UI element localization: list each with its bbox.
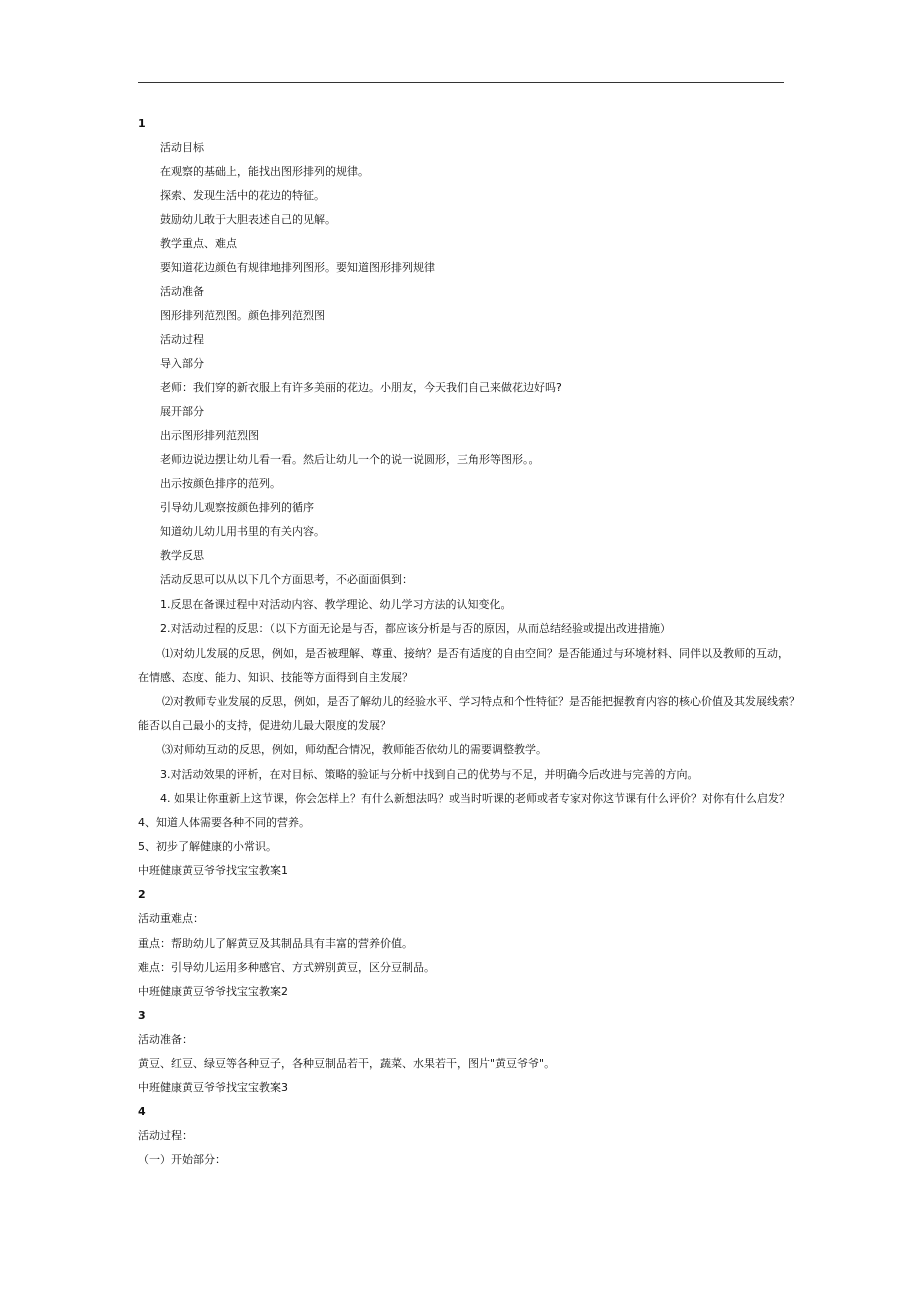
- text-line: ⑴对幼儿发展的反思，例如，是否被理解、尊重、接纳？是否有适度的自由空间？是否能通过与环境材料、同伴以及教师的互动，: [162, 647, 789, 660]
- section-number: 4: [138, 1105, 146, 1118]
- heading-preparation: 活动准备: [160, 285, 204, 298]
- text-line: 鼓励幼儿敢于大胆表述自己的见解。: [160, 213, 336, 226]
- heading-preparation: 活动准备：: [138, 1033, 193, 1046]
- section-number: 2: [138, 888, 146, 901]
- heading-activity-goals: 活动目标: [160, 141, 204, 154]
- text-line: 能否以自己最小的支持，促进幼儿最大限度的发展？: [138, 719, 391, 732]
- text-line: 2.对活动过程的反思：（以下方面无论是与否，都应该分析是与否的原因，从而总结经验或提出改进措施）: [160, 622, 671, 635]
- heading-process: 活动过程：: [138, 1129, 193, 1142]
- text-line: 难点：引导幼儿运用多种感官、方式辨别黄豆，区分豆制品。: [138, 961, 435, 974]
- section-number: 3: [138, 1009, 146, 1022]
- heading-focus: 活动重难点：: [138, 912, 204, 925]
- text-line: ⑵对教师专业发展的反思，例如，是否了解幼儿的经验水平、学习特点和个性特征？是否能把握教育内容的核心价值及其发展线索？: [162, 695, 800, 708]
- text-line: 出示按颜色排序的范列。: [160, 477, 281, 490]
- text-line: 黄豆、红豆、绿豆等各种豆子，各种豆制品若干，蔬菜、水果若干，图片"黄豆爷爷"。: [138, 1057, 556, 1070]
- text-line: 老师：我们穿的新衣服上有许多美丽的花边。小朋友，今天我们自己来做花边好吗?: [160, 381, 562, 394]
- text-line: （一）开始部分：: [138, 1153, 226, 1166]
- text-line: 探索、发现生活中的花边的特征。: [160, 189, 325, 202]
- heading-key-points: 教学重点、难点: [160, 237, 237, 250]
- heading-process: 活动过程: [160, 333, 204, 346]
- text-line: 活动反思可以从以下几个方面思考，不必面面俱到：: [160, 573, 413, 586]
- text-line: 图形排列范烈图。颜色排列范烈图: [160, 309, 325, 322]
- text-line: 在观察的基础上，能找出图形排列的规律。: [160, 165, 369, 178]
- text-line: 4、知道人体需要各种不同的营养。: [138, 816, 310, 829]
- header-rule: [138, 82, 784, 83]
- section-number: 1: [138, 117, 146, 130]
- heading-intro: 导入部分: [160, 357, 204, 370]
- text-line: 重点：帮助幼儿了解黄豆及其制品具有丰富的营养价值。: [138, 937, 413, 950]
- text-line: 知道幼儿幼儿用书里的有关内容。: [160, 525, 325, 538]
- text-line: 老师边说边摆让幼儿看一看。然后让幼儿一个的说一说圆形，三角形等图形。。: [160, 453, 540, 466]
- heading-development: 展开部分: [160, 405, 204, 418]
- heading-reflection: 教学反思: [160, 549, 204, 562]
- text-line: ⑶对师幼互动的反思，例如，师幼配合情况，教师能否依幼儿的需要调整教学。: [162, 743, 547, 756]
- text-line: 5、初步了解健康的小常识。: [138, 840, 277, 853]
- text-line: 出示图形排列范烈图: [160, 429, 259, 442]
- text-line: 3.对活动效果的评析，在对目标、策略的验证与分析中找到自己的优势与不足，并明确今后改进与完善的方向。: [160, 768, 699, 781]
- lesson-title: 中班健康黄豆爷爷找宝宝教案2: [138, 985, 288, 998]
- text-line: 要知道花边颜色有规律地排列图形。要知道图形排列规律: [160, 261, 435, 274]
- text-line: 4. 如果让你重新上这节课，你会怎样上？有什么新想法吗？或当时听课的老师或者专家对你这节课有什么评价？对你有什么启发？: [160, 792, 790, 805]
- text-line: 1.反思在备课过程中对活动内容、教学理论、幼儿学习方法的认知变化。: [160, 598, 512, 611]
- lesson-title: 中班健康黄豆爷爷找宝宝教案1: [138, 864, 288, 877]
- lesson-title: 中班健康黄豆爷爷找宝宝教案3: [138, 1081, 288, 1094]
- text-line: 在情感、态度、能力、知识、技能等方面得到自主发展？: [138, 671, 413, 684]
- text-line: 引导幼儿观察按颜色排列的循序: [160, 501, 314, 514]
